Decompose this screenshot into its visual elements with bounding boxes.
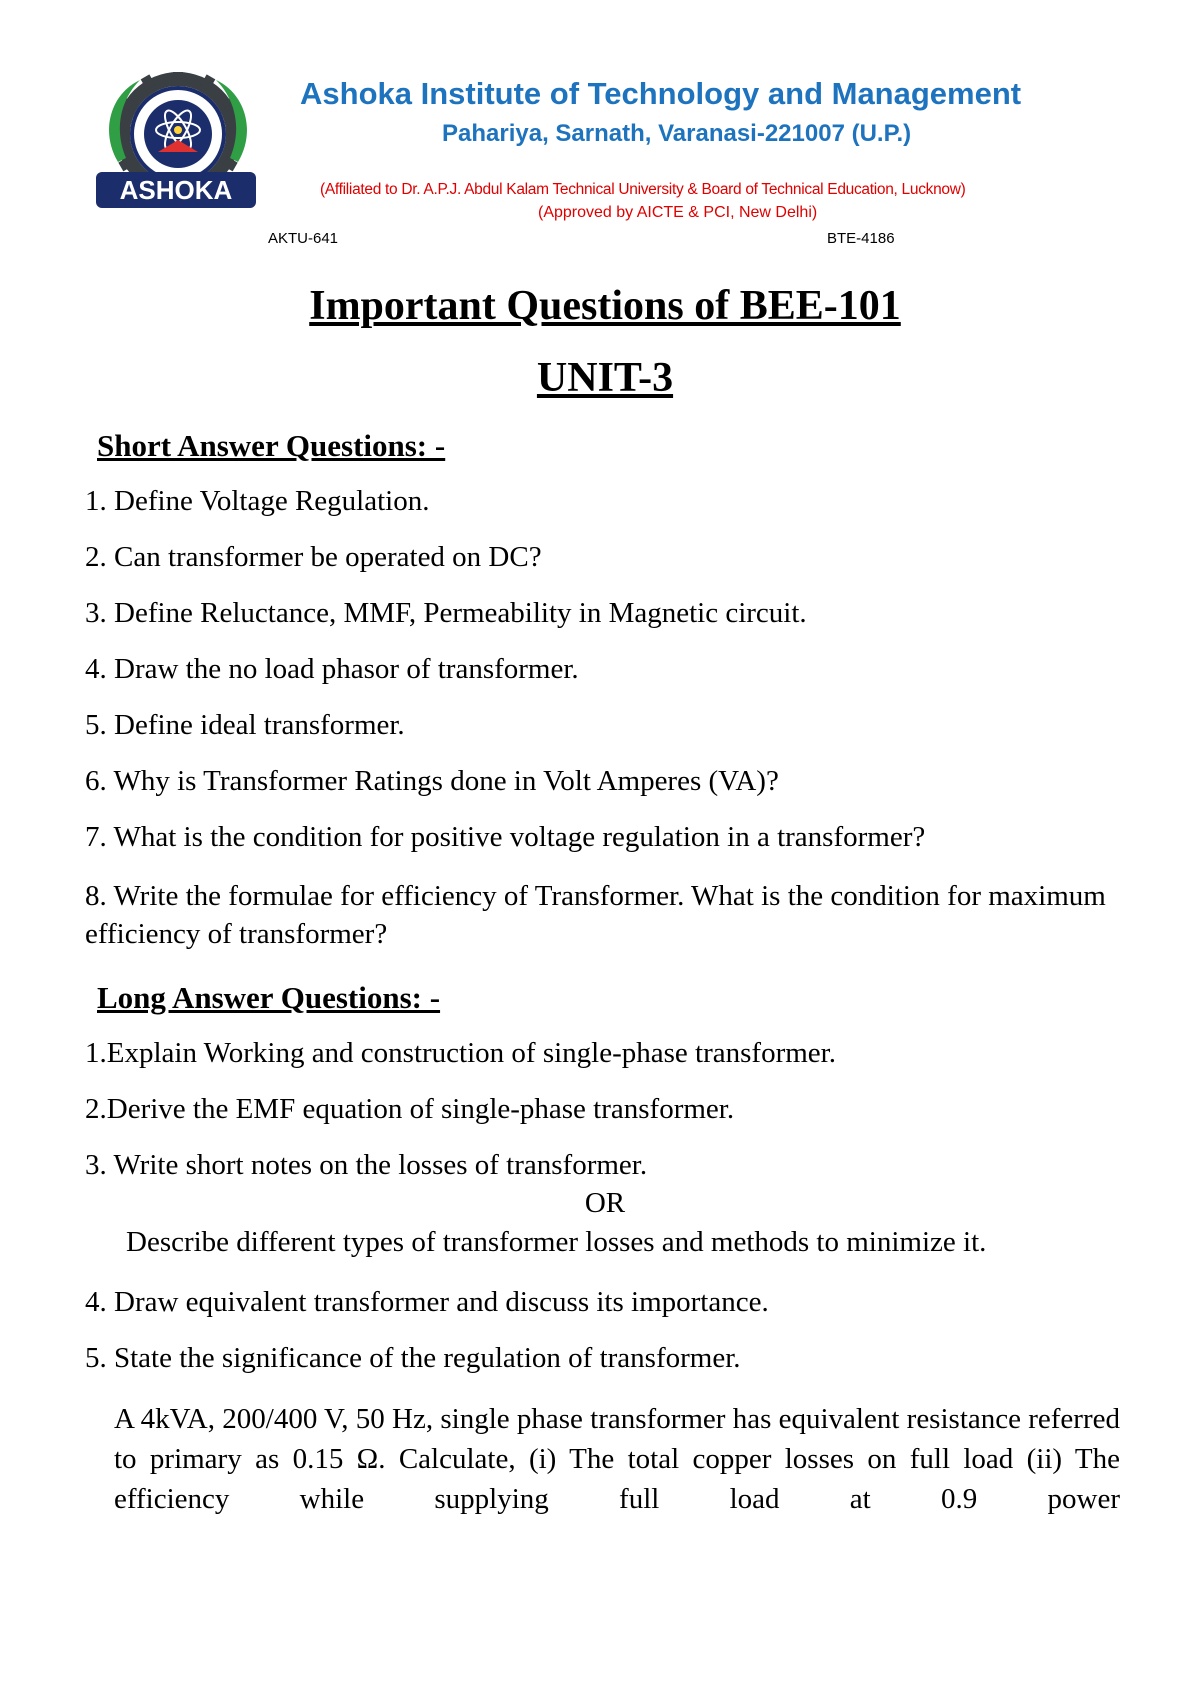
short-question: 2. Can transformer be operated on DC? [85, 541, 542, 573]
long-question: 3. Write short notes on the losses of transformer. [85, 1149, 648, 1181]
short-question: 7. What is the condition for positive voltage regulation in a transformer? [85, 821, 926, 853]
short-question: 5. Define ideal transformer. [85, 709, 405, 741]
institute-logo [96, 72, 256, 220]
short-question: 1. Define Voltage Regulation. [85, 485, 430, 517]
short-question: 6. Why is Transformer Ratings done in Volt Amperes (VA)? [85, 765, 779, 797]
affiliation-text: (Affiliated to Dr. A.P.J. Abdul Kalam Technical University & Board of Technical Education, Lucknow) [320, 181, 966, 198]
short-question: 3. Define Reluctance, MMF, Permeability in Magnetic circuit. [85, 597, 807, 629]
long-answer-heading: Long Answer Questions: - [97, 980, 441, 1015]
short-question: 4. Draw the no load phasor of transformer. [85, 653, 579, 685]
or-separator: OR [584, 1187, 626, 1219]
approval-text: (Approved by AICTE & PCI, New Delhi) [538, 204, 818, 221]
numerical-problem: A 4kVA, 200/400 V, 50 Hz, single phase transformer has equivalent resistance referred to primary as 0.15 Ω. Calculate, (i) The total copper losses on full load (ii) The efficiency while supplying full load at 0.9 power [114, 1403, 1120, 1515]
long-question: 5. State the significance of the regulation of transformer. [85, 1342, 741, 1374]
document-title: Important Questions of BEE-101 [309, 283, 901, 329]
bte-code: BTE-4186 [827, 230, 895, 247]
logo-text: ASHOKA [119, 175, 233, 205]
short-question: 8. Write the formulae for efficiency of Transformer. What is the condition for maximum efficiency of transformer? [85, 880, 1106, 950]
long-question: 2.Derive the EMF equation of single-phase transformer. [85, 1093, 735, 1125]
institute-address: Pahariya, Sarnath, Varanasi-221007 (U.P.) [442, 120, 912, 147]
long-question: 1.Explain Working and construction of single-phase transformer. [85, 1037, 836, 1069]
institute-name: Ashoka Institute of Technology and Management [300, 76, 1022, 111]
short-answer-heading: Short Answer Questions: - [97, 428, 446, 463]
long-question: Describe different types of transformer losses and methods to minimize it. [126, 1226, 987, 1258]
long-question: 4. Draw equivalent transformer and discuss its importance. [85, 1286, 769, 1318]
aktu-code: AKTU-641 [268, 230, 339, 247]
unit-title: UNIT-3 [536, 355, 674, 401]
